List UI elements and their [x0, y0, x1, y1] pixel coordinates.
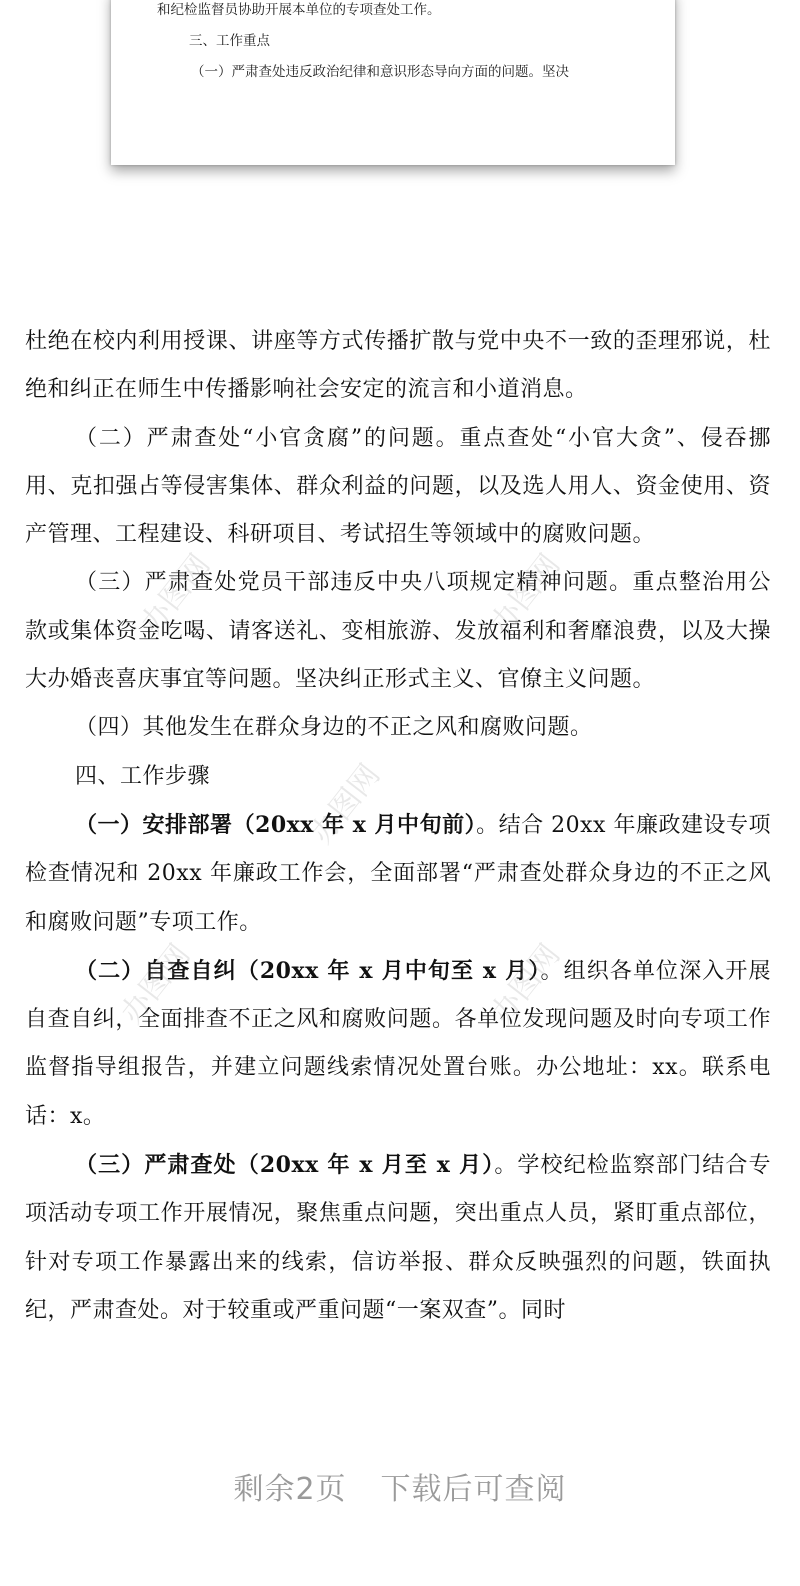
paragraph-step-3	[25, 1141, 771, 1335]
watermark: 办图网	[134, 547, 218, 641]
step-1-text: 。结合 20xx 年廉政建设专项检查情况和 20xx 年廉政工作会，全面部署“严肃查处群众身边的不正之风和腐败问题”专项工作。	[25, 812, 772, 935]
step-3-title: （三）严肃查处（20xx 年 x 月至 x 月）	[75, 1152, 495, 1179]
section-heading-work-steps: 四、工作步骤	[75, 763, 211, 789]
preview-line-3: （一）严肃查处违反政治纪律和意识形态导向方面的问题。坚决	[191, 64, 569, 80]
paragraph-petty-corruption: （二）严肃查处“小官贪腐”的问题。重点查处“小官大贪”、侵吞挪用、克扣强占等侵害集体、群众利益的问题，以及选人用人、资金使用、资产管理、工程建设、科研项目、考试招生等领域中的腐败问题。	[25, 425, 771, 548]
preview-page-card	[111, 0, 675, 165]
paragraph-step-1	[25, 801, 771, 947]
paragraph-continuation: 杜绝在校内利用授课、讲座等方式传播扩散与党中央不一致的歪理邪说，杜绝和纠正在师生中传播影响社会安定的流言和小道消息。	[25, 329, 771, 403]
download-to-view-text: 下载后可查阅	[380, 1472, 567, 1507]
step-3-text: 。学校纪检监察部门结合专项活动专项工作开展情况，聚焦重点问题，突出重点人员，紧盯重点部位，针对专项工作暴露出来的线索，信访举报、群众反映强烈的问题，铁面执纪，严肃查处。对于较重或严重问题“一案双查”。同时	[25, 1153, 771, 1323]
watermark: 办图网	[304, 757, 388, 851]
step-2-text: 。组织各单位深入开展自查自纠，全面排查不正之风和腐败问题。各单位发现问题及时向专项工作监督指导组报告，并建立问题线索情况处置台账。办公地址：xx。联系电话：x。	[25, 958, 771, 1129]
preview-section-heading: 三、工作重点	[189, 33, 270, 49]
step-2-title: （二）自查自纠（20xx 年 x 月中旬至 x 月）	[75, 957, 541, 984]
document-body	[25, 318, 771, 1335]
paragraph-other-issues: （四）其他发生在群众身边的不正之风和腐败问题。	[75, 715, 593, 741]
watermark: 办图网	[484, 547, 568, 641]
preview-line-1: 和纪检监督员协助开展本单位的专项查处工作。	[157, 2, 441, 18]
watermark: 办图网	[114, 937, 198, 1031]
watermark: 办图网	[484, 937, 568, 1031]
paragraph-step-2	[25, 947, 771, 1141]
download-prompt-banner[interactable]	[0, 1464, 800, 1516]
paragraph-eight-rules: （三）严肃查处党员干部违反中央八项规定精神问题。重点整治用公款或集体资金吃喝、请客送礼、变相旅游、发放福利和奢靡浪费，以及大操大办婚丧喜庆事宜等问题。坚决纠正形式主义、官僚主义问题。	[25, 570, 771, 693]
step-1-title: （一）安排部署（20xx 年 x 月中旬前）	[75, 811, 477, 838]
remaining-pages-text: 剩余2页	[233, 1472, 347, 1507]
